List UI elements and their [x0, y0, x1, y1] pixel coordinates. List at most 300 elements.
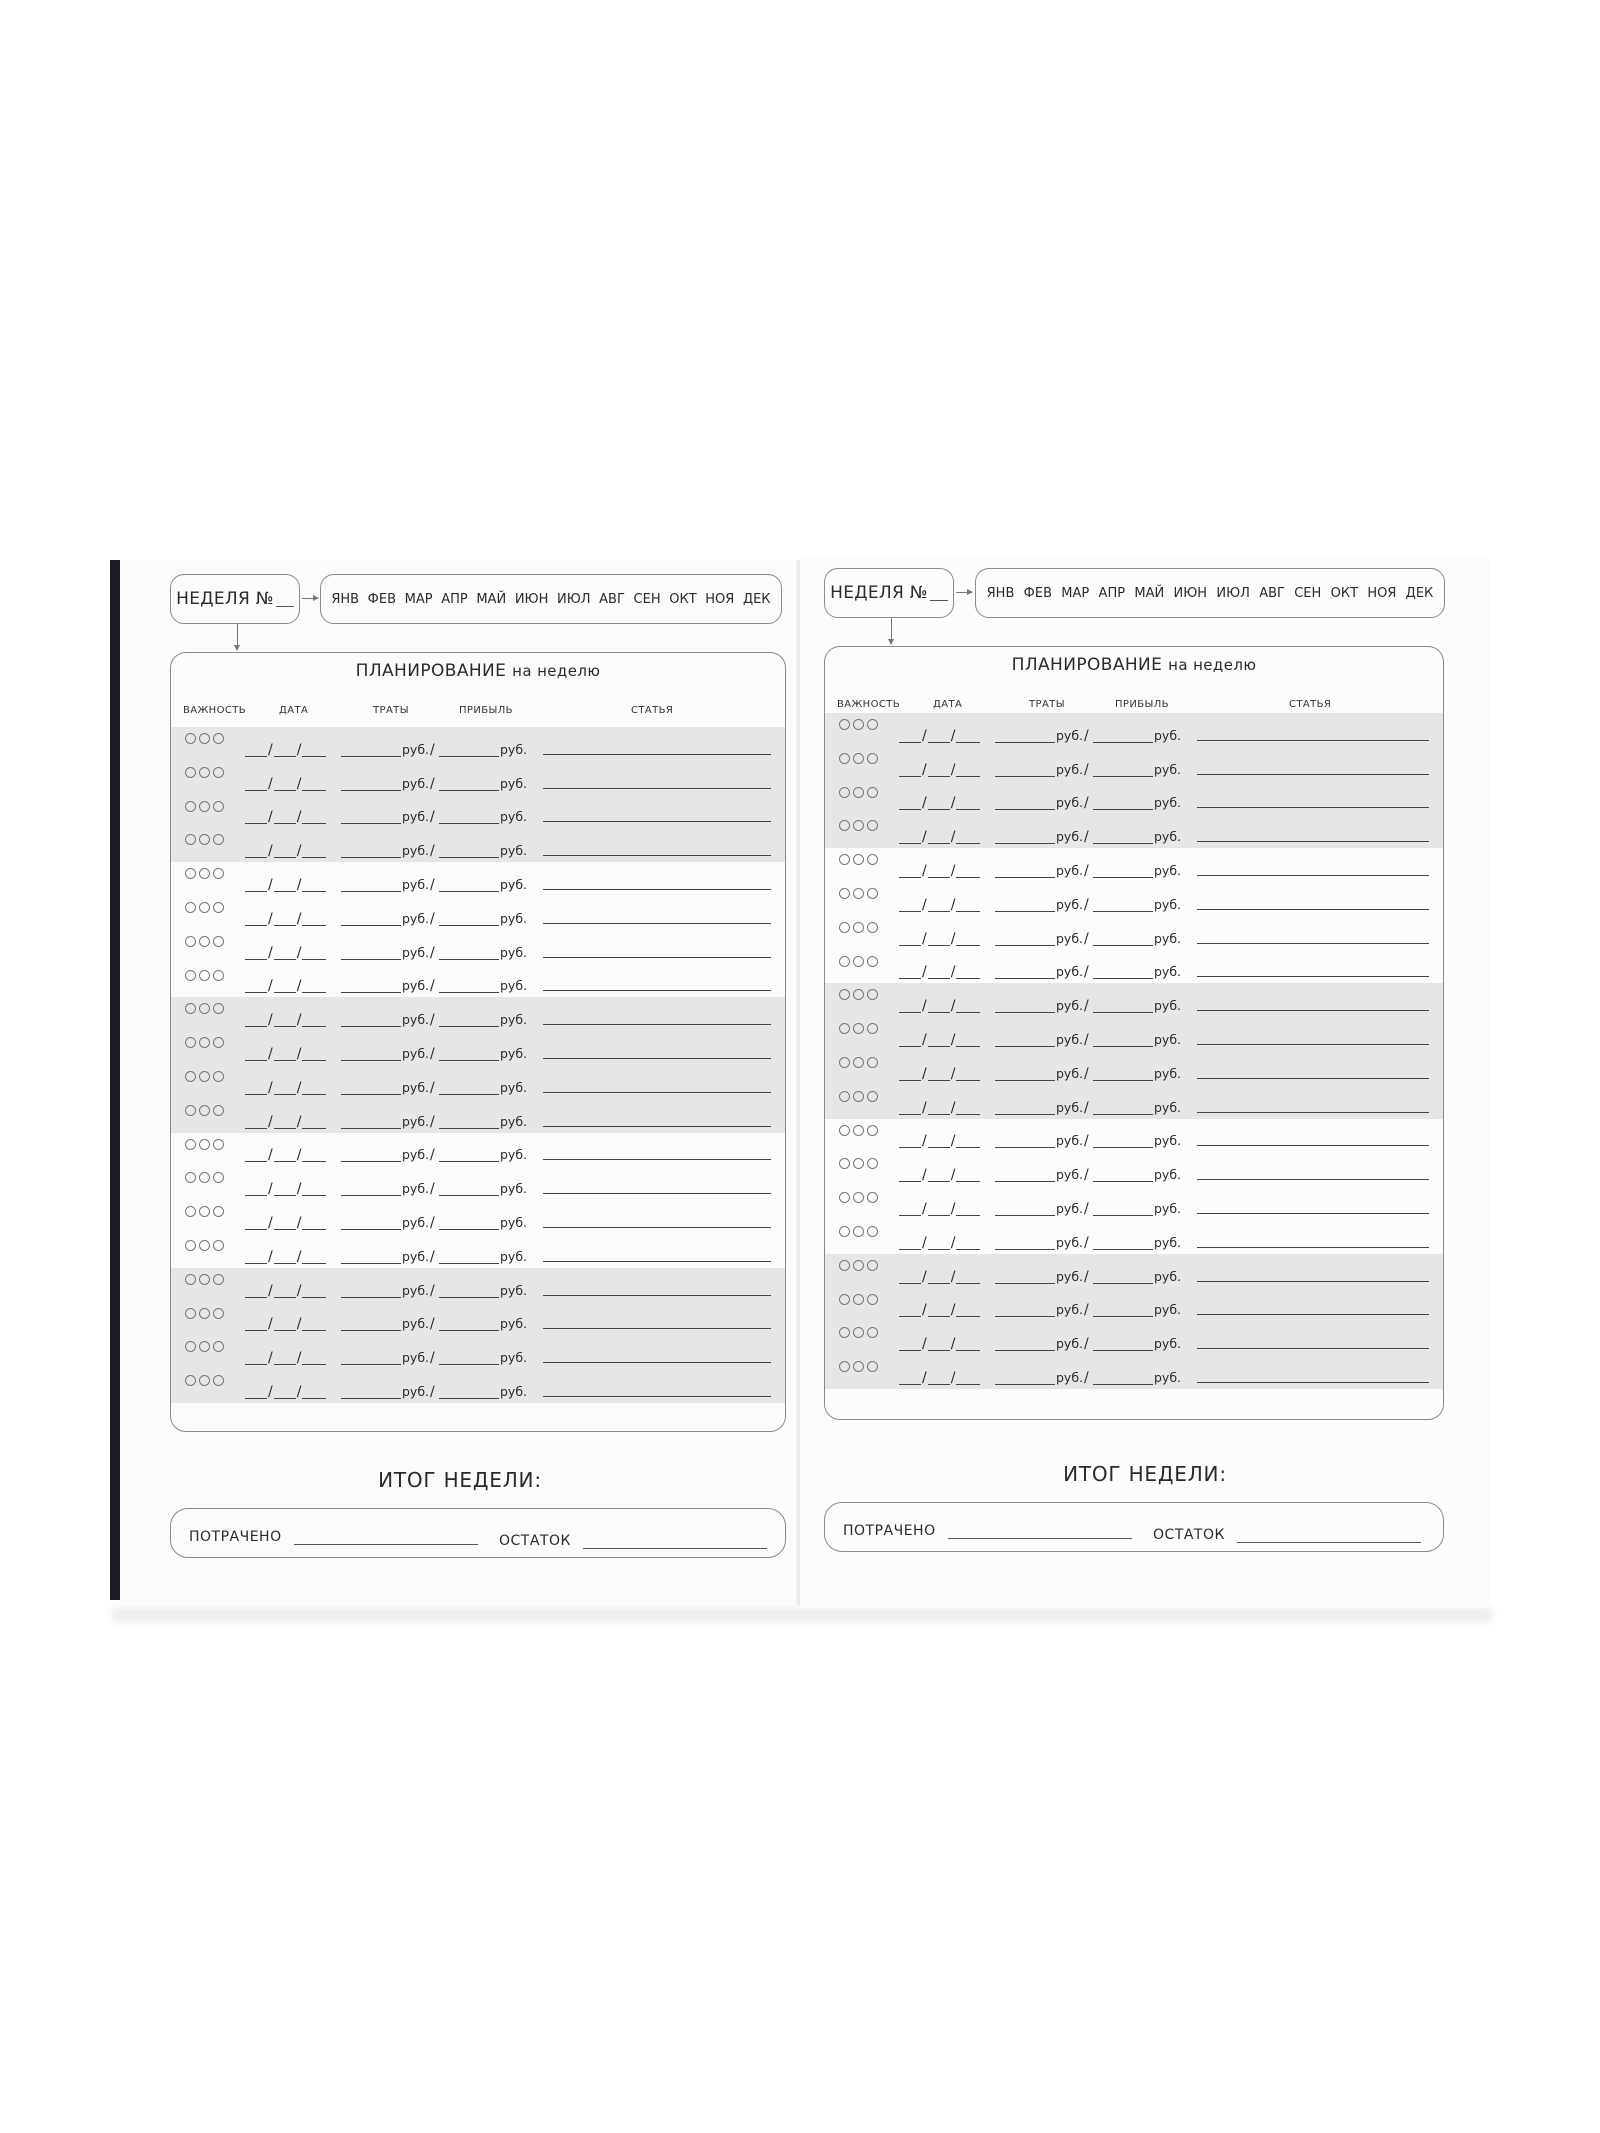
income-field[interactable] — [439, 1012, 527, 1027]
income-field[interactable] — [439, 877, 527, 892]
importance-circle-icon[interactable] — [839, 1158, 850, 1169]
income-field[interactable] — [1093, 829, 1181, 844]
importance-circle-icon[interactable] — [853, 1057, 864, 1068]
month-feb[interactable]: ФЕВ — [367, 591, 396, 607]
importance-circle-icon[interactable] — [185, 1341, 196, 1352]
importance-circle-icon[interactable] — [867, 1125, 878, 1136]
importance-circle-icon[interactable] — [213, 1341, 224, 1352]
importance-circle-icon[interactable] — [853, 1023, 864, 1034]
date-field[interactable]: / / — [245, 1250, 326, 1264]
date-field[interactable]: / / — [899, 1371, 980, 1385]
expense-field[interactable]: руб. / — [341, 1181, 436, 1196]
date-field[interactable]: / / — [899, 898, 980, 912]
importance-circle-icon[interactable] — [839, 787, 850, 798]
item-field[interactable] — [1197, 1314, 1429, 1315]
date-field[interactable]: / / — [899, 729, 980, 743]
expense-field[interactable]: руб. / — [341, 1114, 436, 1129]
importance-circle-icon[interactable] — [185, 801, 196, 812]
month-nov[interactable]: НОЯ — [705, 591, 735, 607]
importance-circle-icon[interactable] — [185, 1375, 196, 1386]
expense-field[interactable]: руб. / — [341, 1283, 436, 1298]
date-field[interactable]: / / — [899, 1270, 980, 1284]
income-field[interactable] — [439, 945, 527, 960]
date-field[interactable]: / / — [245, 743, 326, 757]
item-field[interactable] — [543, 990, 771, 991]
importance-circle-icon[interactable] — [853, 1158, 864, 1169]
importance-circle-icon[interactable] — [839, 956, 850, 967]
importance-circle-icon[interactable] — [213, 733, 224, 744]
importance-circle-icon[interactable] — [839, 1125, 850, 1136]
income-field[interactable] — [439, 809, 527, 824]
importance-circle-icon[interactable] — [867, 854, 878, 865]
expense-field[interactable]: руб. / — [995, 1302, 1090, 1317]
income-field[interactable] — [439, 1283, 527, 1298]
expense-field[interactable]: руб. / — [995, 964, 1090, 979]
income-field[interactable] — [439, 1114, 527, 1129]
income-field[interactable] — [439, 1080, 527, 1095]
importance-circle-icon[interactable] — [185, 1071, 196, 1082]
importance-circle-icon[interactable] — [199, 1206, 210, 1217]
expense-field[interactable]: руб. / — [995, 863, 1090, 878]
importance-circle-icon[interactable] — [199, 1341, 210, 1352]
item-field[interactable] — [1197, 774, 1429, 775]
importance-circle-icon[interactable] — [867, 1260, 878, 1271]
income-field[interactable] — [1093, 1302, 1181, 1317]
income-field[interactable] — [1093, 931, 1181, 946]
importance-circle-icon[interactable] — [213, 1240, 224, 1251]
month-dec[interactable]: ДЕК — [1405, 585, 1434, 601]
income-field[interactable] — [1093, 897, 1181, 912]
expense-field[interactable]: руб. / — [341, 1316, 436, 1331]
importance-circle-icon[interactable] — [839, 753, 850, 764]
expense-field[interactable]: руб. / — [341, 1384, 436, 1399]
importance-circle-icon[interactable] — [853, 1327, 864, 1338]
date-field[interactable]: / / — [899, 965, 980, 979]
item-field[interactable] — [543, 1362, 771, 1363]
spent-field[interactable] — [948, 1524, 1132, 1539]
date-field[interactable]: / / — [245, 1284, 326, 1298]
importance-circle-icon[interactable] — [867, 1226, 878, 1237]
income-field[interactable] — [1093, 795, 1181, 810]
date-field[interactable]: / / — [245, 979, 326, 993]
expense-field[interactable]: руб. / — [995, 1066, 1090, 1081]
expense-field[interactable]: руб. / — [995, 1235, 1090, 1250]
importance-circle-icon[interactable] — [839, 1091, 850, 1102]
importance-circle-icon[interactable] — [185, 1274, 196, 1285]
item-field[interactable] — [543, 754, 771, 755]
income-field[interactable] — [1093, 762, 1181, 777]
importance-circle-icon[interactable] — [853, 1192, 864, 1203]
income-field[interactable] — [1093, 1269, 1181, 1284]
month-aug[interactable]: АВГ — [599, 591, 625, 607]
income-field[interactable] — [439, 1215, 527, 1230]
expense-field[interactable]: руб. / — [341, 877, 436, 892]
week-number-box[interactable] — [824, 568, 954, 618]
date-field[interactable]: / / — [245, 1081, 326, 1095]
importance-circle-icon[interactable] — [185, 970, 196, 981]
income-field[interactable] — [1093, 1066, 1181, 1081]
expense-field[interactable]: руб. / — [995, 1336, 1090, 1351]
item-field[interactable] — [1197, 740, 1429, 741]
date-field[interactable]: / / — [899, 1303, 980, 1317]
importance-circle-icon[interactable] — [839, 989, 850, 1000]
date-field[interactable]: / / — [899, 1236, 980, 1250]
expense-field[interactable]: руб. / — [341, 978, 436, 993]
month-mar[interactable]: МАР — [1061, 585, 1090, 601]
item-field[interactable] — [1197, 1044, 1429, 1045]
date-field[interactable]: / / — [899, 864, 980, 878]
item-field[interactable] — [543, 957, 771, 958]
income-field[interactable] — [1093, 1201, 1181, 1216]
importance-circle-icon[interactable] — [199, 767, 210, 778]
importance-circle-icon[interactable] — [867, 989, 878, 1000]
item-field[interactable] — [1197, 976, 1429, 977]
expense-field[interactable]: руб. / — [995, 1133, 1090, 1148]
importance-circle-icon[interactable] — [853, 1091, 864, 1102]
month-dec[interactable]: ДЕК — [742, 591, 771, 607]
income-field[interactable] — [1093, 1336, 1181, 1351]
importance-circle-icon[interactable] — [867, 1023, 878, 1034]
income-field[interactable] — [439, 1350, 527, 1365]
month-may[interactable]: МАЙ — [476, 591, 507, 607]
importance-circle-icon[interactable] — [867, 922, 878, 933]
expense-field[interactable]: руб. / — [341, 1249, 436, 1264]
importance-circle-icon[interactable] — [185, 936, 196, 947]
item-field[interactable] — [1197, 1179, 1429, 1180]
importance-circle-icon[interactable] — [853, 989, 864, 1000]
date-field[interactable]: / / — [899, 830, 980, 844]
importance-circle-icon[interactable] — [199, 1139, 210, 1150]
importance-circle-icon[interactable] — [839, 1327, 850, 1338]
importance-circle-icon[interactable] — [213, 1375, 224, 1386]
importance-circle-icon[interactable] — [839, 1057, 850, 1068]
date-field[interactable]: / / — [245, 912, 326, 926]
importance-circle-icon[interactable] — [213, 1071, 224, 1082]
month-jan[interactable]: ЯНВ — [331, 591, 360, 607]
item-field[interactable] — [1197, 1145, 1429, 1146]
income-field[interactable] — [1093, 964, 1181, 979]
importance-circle-icon[interactable] — [213, 834, 224, 845]
date-field[interactable]: / / — [899, 1202, 980, 1216]
importance-circle-icon[interactable] — [853, 854, 864, 865]
importance-circle-icon[interactable] — [213, 1172, 224, 1183]
importance-circle-icon[interactable] — [853, 956, 864, 967]
date-field[interactable]: / / — [899, 1067, 980, 1081]
item-field[interactable] — [1197, 943, 1429, 944]
importance-circle-icon[interactable] — [853, 1226, 864, 1237]
item-field[interactable] — [543, 1295, 771, 1296]
item-field[interactable] — [1197, 1078, 1429, 1079]
expense-field[interactable]: руб. / — [995, 1100, 1090, 1115]
expense-field[interactable]: руб. / — [995, 998, 1090, 1013]
importance-circle-icon[interactable] — [853, 1294, 864, 1305]
expense-field[interactable]: руб. / — [341, 742, 436, 757]
importance-circle-icon[interactable] — [185, 733, 196, 744]
item-field[interactable] — [543, 1193, 771, 1194]
expense-field[interactable]: руб. / — [995, 897, 1090, 912]
date-field[interactable]: / / — [245, 1216, 326, 1230]
remainder-field[interactable] — [1237, 1528, 1421, 1543]
item-field[interactable] — [1197, 1213, 1429, 1214]
expense-field[interactable]: руб. / — [995, 931, 1090, 946]
item-field[interactable] — [543, 1261, 771, 1262]
importance-circle-icon[interactable] — [839, 1226, 850, 1237]
date-field[interactable]: / / — [899, 1168, 980, 1182]
date-field[interactable]: / / — [899, 999, 980, 1013]
importance-circle-icon[interactable] — [199, 834, 210, 845]
date-field[interactable]: / / — [245, 1385, 326, 1399]
item-field[interactable] — [543, 1024, 771, 1025]
importance-circle-icon[interactable] — [867, 888, 878, 899]
date-field[interactable]: / / — [899, 1337, 980, 1351]
expense-field[interactable]: руб. / — [995, 829, 1090, 844]
item-field[interactable] — [1197, 1348, 1429, 1349]
item-field[interactable] — [543, 788, 771, 789]
month-jan[interactable]: ЯНВ — [986, 585, 1015, 601]
importance-circle-icon[interactable] — [213, 1037, 224, 1048]
income-field[interactable] — [1093, 1235, 1181, 1250]
income-field[interactable] — [439, 1181, 527, 1196]
month-may[interactable]: МАЙ — [1134, 585, 1165, 601]
income-field[interactable] — [439, 1384, 527, 1399]
importance-circle-icon[interactable] — [853, 922, 864, 933]
income-field[interactable] — [439, 843, 527, 858]
importance-circle-icon[interactable] — [185, 1139, 196, 1150]
income-field[interactable] — [439, 1147, 527, 1162]
importance-circle-icon[interactable] — [213, 936, 224, 947]
month-aug[interactable]: АВГ — [1259, 585, 1285, 601]
income-field[interactable] — [439, 742, 527, 757]
income-field[interactable] — [439, 1249, 527, 1264]
income-field[interactable] — [1093, 1032, 1181, 1047]
importance-circle-icon[interactable] — [839, 1361, 850, 1372]
date-field[interactable]: / / — [245, 878, 326, 892]
remainder-field[interactable] — [583, 1534, 767, 1549]
item-field[interactable] — [1197, 841, 1429, 842]
date-field[interactable]: / / — [899, 1033, 980, 1047]
date-field[interactable]: / / — [245, 946, 326, 960]
expense-field[interactable]: руб. / — [995, 1167, 1090, 1182]
importance-circle-icon[interactable] — [213, 1274, 224, 1285]
income-field[interactable] — [439, 978, 527, 993]
importance-circle-icon[interactable] — [185, 1105, 196, 1116]
importance-circle-icon[interactable] — [853, 820, 864, 831]
item-field[interactable] — [543, 1227, 771, 1228]
item-field[interactable] — [1197, 1281, 1429, 1282]
importance-circle-icon[interactable] — [839, 820, 850, 831]
expense-field[interactable]: руб. / — [995, 1269, 1090, 1284]
week-number-blank[interactable] — [930, 586, 948, 601]
importance-circle-icon[interactable] — [213, 1003, 224, 1014]
date-field[interactable]: / / — [899, 763, 980, 777]
importance-circle-icon[interactable] — [185, 1037, 196, 1048]
expense-field[interactable]: руб. / — [995, 1370, 1090, 1385]
importance-circle-icon[interactable] — [185, 1003, 196, 1014]
item-field[interactable] — [1197, 909, 1429, 910]
expense-field[interactable]: руб. / — [341, 1147, 436, 1162]
expense-field[interactable]: руб. / — [995, 1032, 1090, 1047]
month-mar[interactable]: МАР — [404, 591, 433, 607]
date-field[interactable]: / / — [245, 844, 326, 858]
importance-circle-icon[interactable] — [867, 1091, 878, 1102]
importance-circle-icon[interactable] — [185, 1308, 196, 1319]
importance-circle-icon[interactable] — [867, 1192, 878, 1203]
importance-circle-icon[interactable] — [853, 1260, 864, 1271]
date-field[interactable]: / / — [245, 1047, 326, 1061]
importance-circle-icon[interactable] — [199, 868, 210, 879]
item-field[interactable] — [543, 1328, 771, 1329]
expense-field[interactable]: руб. / — [341, 1215, 436, 1230]
importance-circle-icon[interactable] — [853, 1125, 864, 1136]
importance-circle-icon[interactable] — [199, 1105, 210, 1116]
month-jul[interactable]: ИЮЛ — [1216, 585, 1250, 601]
importance-circle-icon[interactable] — [839, 1260, 850, 1271]
importance-circle-icon[interactable] — [867, 1327, 878, 1338]
importance-circle-icon[interactable] — [867, 719, 878, 730]
importance-circle-icon[interactable] — [199, 970, 210, 981]
importance-circle-icon[interactable] — [199, 1037, 210, 1048]
importance-circle-icon[interactable] — [213, 970, 224, 981]
expense-field[interactable]: руб. / — [341, 1350, 436, 1365]
month-nov[interactable]: НОЯ — [1367, 585, 1397, 601]
importance-circle-icon[interactable] — [199, 902, 210, 913]
item-field[interactable] — [1197, 1382, 1429, 1383]
date-field[interactable]: / / — [899, 1101, 980, 1115]
income-field[interactable] — [1093, 1167, 1181, 1182]
date-field[interactable]: / / — [245, 1182, 326, 1196]
date-field[interactable]: / / — [245, 1115, 326, 1129]
item-field[interactable] — [543, 889, 771, 890]
importance-circle-icon[interactable] — [839, 719, 850, 730]
expense-field[interactable]: руб. / — [341, 911, 436, 926]
item-field[interactable] — [543, 1159, 771, 1160]
expense-field[interactable]: руб. / — [995, 795, 1090, 810]
expense-field[interactable]: руб. / — [995, 762, 1090, 777]
importance-circle-icon[interactable] — [839, 1023, 850, 1034]
item-field[interactable] — [543, 855, 771, 856]
importance-circle-icon[interactable] — [213, 1308, 224, 1319]
importance-circle-icon[interactable] — [185, 902, 196, 913]
importance-circle-icon[interactable] — [839, 888, 850, 899]
importance-circle-icon[interactable] — [867, 1158, 878, 1169]
month-feb[interactable]: ФЕВ — [1023, 585, 1052, 601]
importance-circle-icon[interactable] — [199, 1240, 210, 1251]
income-field[interactable] — [439, 1046, 527, 1061]
importance-circle-icon[interactable] — [199, 1003, 210, 1014]
importance-circle-icon[interactable] — [199, 801, 210, 812]
expense-field[interactable]: руб. / — [995, 728, 1090, 743]
importance-circle-icon[interactable] — [839, 1192, 850, 1203]
spent-field[interactable] — [294, 1530, 478, 1545]
date-field[interactable]: / / — [245, 1148, 326, 1162]
importance-circle-icon[interactable] — [199, 1172, 210, 1183]
date-field[interactable]: / / — [245, 1351, 326, 1365]
month-apr[interactable]: АПР — [441, 591, 468, 607]
importance-circle-icon[interactable] — [213, 801, 224, 812]
month-oct[interactable]: ОКТ — [1330, 585, 1359, 601]
importance-circle-icon[interactable] — [867, 753, 878, 764]
item-field[interactable] — [543, 923, 771, 924]
expense-field[interactable]: руб. / — [341, 809, 436, 824]
month-sep[interactable]: СЕН — [633, 591, 661, 607]
item-field[interactable] — [1197, 1010, 1429, 1011]
income-field[interactable] — [1093, 1133, 1181, 1148]
item-field[interactable] — [543, 1058, 771, 1059]
month-jun[interactable]: ИЮН — [1173, 585, 1208, 601]
expense-field[interactable]: руб. / — [341, 945, 436, 960]
item-field[interactable] — [1197, 1112, 1429, 1113]
importance-circle-icon[interactable] — [199, 1375, 210, 1386]
item-field[interactable] — [543, 1092, 771, 1093]
date-field[interactable]: / / — [899, 932, 980, 946]
income-field[interactable] — [1093, 1370, 1181, 1385]
item-field[interactable] — [543, 1396, 771, 1397]
date-field[interactable]: / / — [245, 810, 326, 824]
month-sep[interactable]: СЕН — [1294, 585, 1322, 601]
importance-circle-icon[interactable] — [853, 753, 864, 764]
date-field[interactable]: / / — [899, 1134, 980, 1148]
income-field[interactable] — [1093, 863, 1181, 878]
week-number-blank[interactable] — [276, 592, 294, 607]
importance-circle-icon[interactable] — [213, 767, 224, 778]
expense-field[interactable]: руб. / — [341, 1012, 436, 1027]
item-field[interactable] — [1197, 807, 1429, 808]
importance-circle-icon[interactable] — [185, 1172, 196, 1183]
income-field[interactable] — [1093, 1100, 1181, 1115]
importance-circle-icon[interactable] — [867, 956, 878, 967]
expense-field[interactable]: руб. / — [341, 1046, 436, 1061]
importance-circle-icon[interactable] — [867, 1361, 878, 1372]
importance-circle-icon[interactable] — [185, 1240, 196, 1251]
month-jul[interactable]: ИЮЛ — [556, 591, 591, 607]
importance-circle-icon[interactable] — [853, 719, 864, 730]
importance-circle-icon[interactable] — [867, 820, 878, 831]
importance-circle-icon[interactable] — [213, 868, 224, 879]
expense-field[interactable]: руб. / — [341, 843, 436, 858]
importance-circle-icon[interactable] — [839, 922, 850, 933]
importance-circle-icon[interactable] — [185, 834, 196, 845]
month-apr[interactable]: АПР — [1098, 585, 1126, 601]
importance-circle-icon[interactable] — [213, 1139, 224, 1150]
importance-circle-icon[interactable] — [213, 1105, 224, 1116]
importance-circle-icon[interactable] — [199, 733, 210, 744]
item-field[interactable] — [1197, 875, 1429, 876]
importance-circle-icon[interactable] — [199, 1308, 210, 1319]
expense-field[interactable]: руб. / — [341, 776, 436, 791]
importance-circle-icon[interactable] — [199, 1274, 210, 1285]
importance-circle-icon[interactable] — [839, 1294, 850, 1305]
month-jun[interactable]: ИЮН — [514, 591, 549, 607]
importance-circle-icon[interactable] — [185, 1206, 196, 1217]
date-field[interactable]: / / — [245, 1013, 326, 1027]
importance-circle-icon[interactable] — [199, 1071, 210, 1082]
income-field[interactable] — [1093, 728, 1181, 743]
importance-circle-icon[interactable] — [853, 787, 864, 798]
importance-circle-icon[interactable] — [185, 767, 196, 778]
date-field[interactable]: / / — [245, 777, 326, 791]
income-field[interactable] — [1093, 998, 1181, 1013]
importance-circle-icon[interactable] — [867, 787, 878, 798]
importance-circle-icon[interactable] — [853, 888, 864, 899]
importance-circle-icon[interactable] — [853, 1361, 864, 1372]
expense-field[interactable]: руб. / — [995, 1201, 1090, 1216]
expense-field[interactable]: руб. / — [341, 1080, 436, 1095]
income-field[interactable] — [439, 911, 527, 926]
income-field[interactable] — [439, 776, 527, 791]
item-field[interactable] — [543, 821, 771, 822]
importance-circle-icon[interactable] — [199, 936, 210, 947]
importance-circle-icon[interactable] — [185, 868, 196, 879]
